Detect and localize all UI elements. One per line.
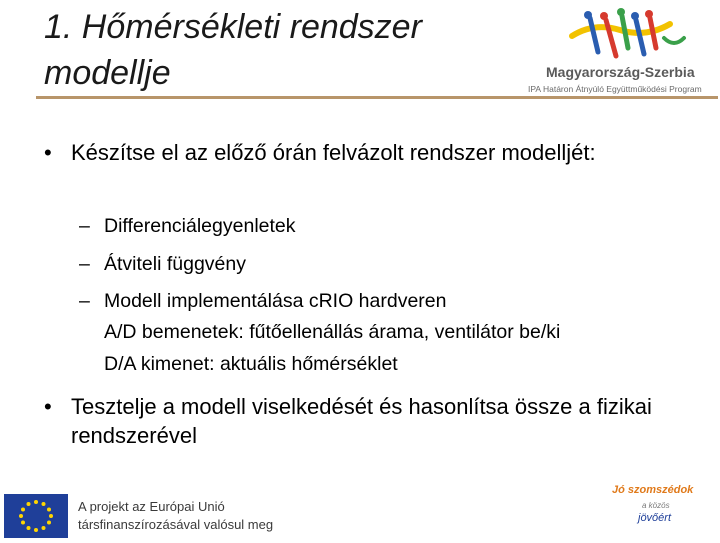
eu-flag-icon — [4, 494, 68, 538]
program-subtitle: IPA Határon Átnyúló Együttműködési Program — [528, 84, 702, 94]
bullet-marker: • — [44, 394, 52, 419]
sub-bullet-text: Modell implementálása cRIO hardveren — [104, 290, 447, 312]
bullet-text: Készítse el az előző órán felvázolt rendszer modelljét: — [71, 140, 596, 165]
sub-bullet-marker: – — [79, 215, 90, 237]
bullet-text: Tesztelje a modell viselkedését és hasonlítsa össze a fizikai rendszerével — [71, 394, 652, 448]
eu-funding-note — [78, 498, 273, 534]
good-neighbours-line-1: Jó szomszédok — [612, 484, 694, 496]
sub-bullet-marker: – — [79, 253, 90, 275]
sub-bullet-text: Differenciálegyenletek — [104, 215, 296, 237]
good-neighbours-line-3: jövőért — [638, 512, 672, 524]
program-name: Magyarország-Szerbia — [546, 64, 695, 80]
slide-title: 1. Hőmérsékleti rendszer modellje — [44, 8, 422, 92]
bullet-marker: • — [44, 140, 52, 165]
good-neighbours-line-2: a közös — [642, 501, 670, 510]
good-neighbours-logo — [612, 484, 716, 538]
eu-funding-line-2: társfinanszírozásával valósul meg — [78, 517, 274, 532]
sub-bullet-marker: – — [79, 290, 90, 312]
eu-funding-line-1: A projekt az Európai Unió — [78, 499, 225, 514]
sub-bullet-text: Átviteli függvény — [104, 253, 246, 275]
sub-bullet-continuation: D/A kimenet: aktuális hőmérséklet — [104, 353, 398, 375]
sub-bullet-continuation: A/D bemenetek: fűtőellenállás árama, ventilátor be/ki — [104, 321, 561, 343]
